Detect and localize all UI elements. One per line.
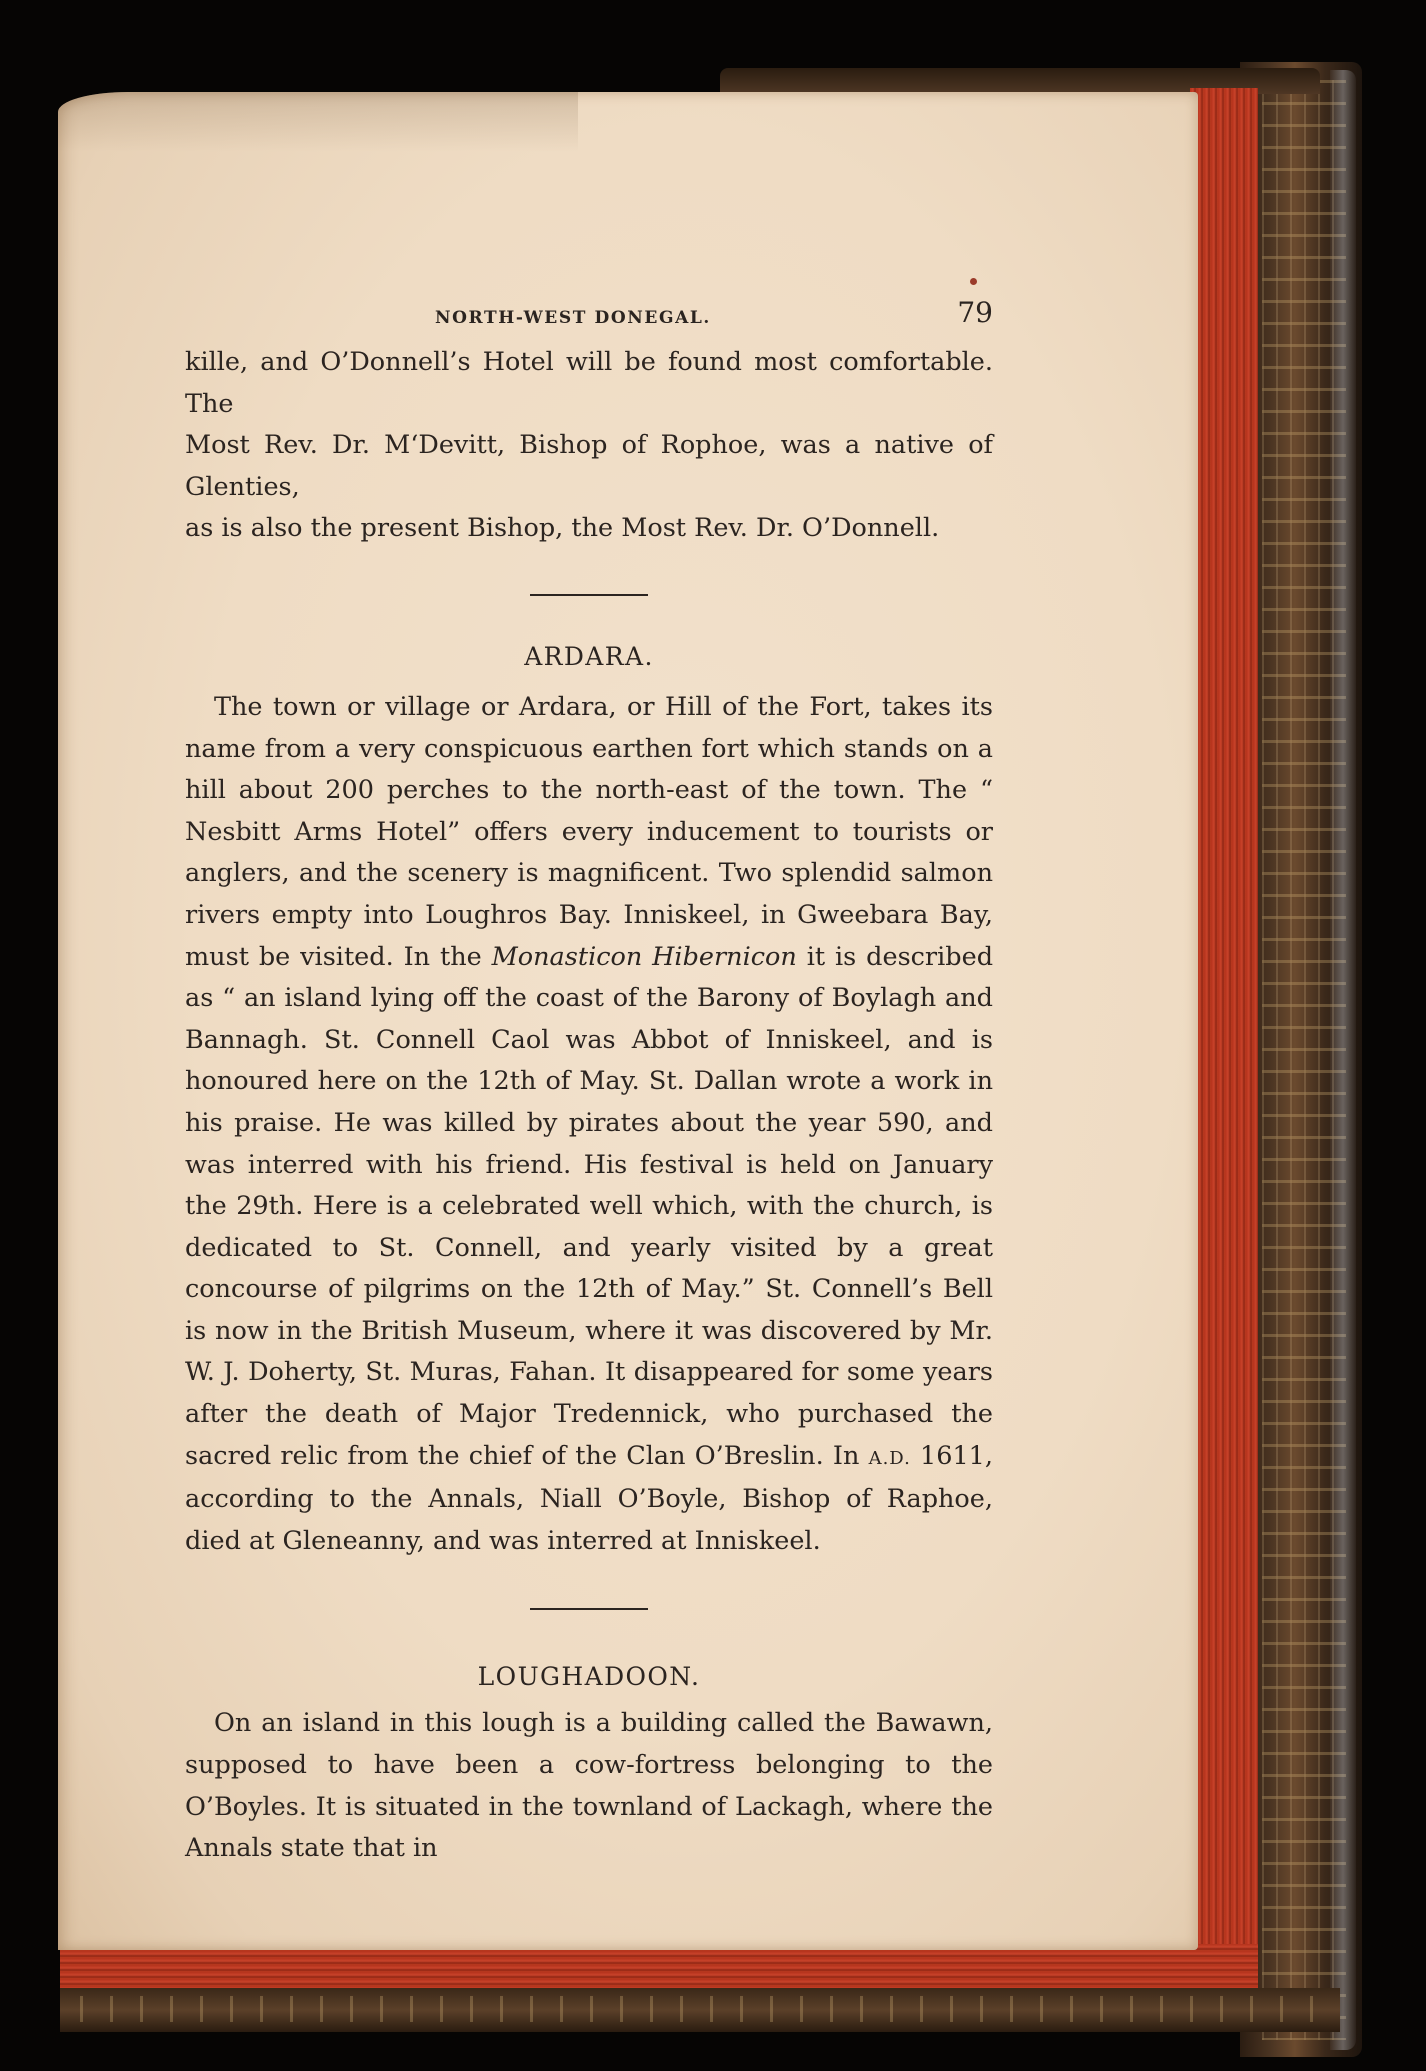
running-head — [185, 292, 993, 336]
loughadoon-paragraph: On an island in this lough is a building called the Bawawn, supposed to have been a cow-fortress belonging to the O’Boyles. It is situated in the townland of Lackagh, where the Annals state that in — [185, 1708, 993, 1864]
text-line: as is also the present Bishop, the Most Rev. Dr. O’Donnell. — [185, 513, 940, 544]
intro-paragraph — [185, 342, 993, 550]
section-divider — [185, 594, 993, 596]
ardara-paragraph — [185, 687, 993, 1562]
text-line: kille, and O’Donnell’s Hotel will be found most comfortable. The — [185, 347, 993, 419]
divider-rule — [530, 1608, 648, 1610]
plastic-sleeve-sheen — [1330, 70, 1356, 2050]
page-number: 79 — [957, 296, 993, 329]
divider-rule — [530, 594, 648, 596]
text-line: Most Rev. Dr. M‘Devitt, Bishop of Rophoe, was a native of Glenties, — [185, 430, 993, 502]
page-curl-shadow — [58, 92, 578, 152]
era-abbreviation: A.D. — [868, 1447, 911, 1469]
ardara-text-2: it is described as “ an island lying off the coast of the Barony of Boylagh and Bannagh. St. Connell Caol was Abbot of Inniskeel, and is honoured here on the 12th of May. St. Dallan wrote a work in his praise. He was killed by pirates about the year 590, and was interred with his friend. His festival is held on January the 29th. Here is a celebrated well which, with the church, is dedicated to St. Connell, and yearly visited by a great concourse of pilgrims on the 12th of May.” St. Connell’s Bell is now in the British Museum, where it was discovered by Mr. W. J. Doherty, St. Muras, Fahan. It disappeared for some years after the death of Major Tredennick, who purchased the sacred relic from the chief of the Clan O’Breslin. In — [185, 941, 994, 1471]
red-page-edges — [1190, 88, 1258, 1988]
red-speck — [970, 278, 977, 285]
section-heading-ardara: ARDARA. — [524, 641, 654, 671]
gilt-cover-pattern-bottom — [80, 1996, 1320, 2022]
red-page-edges-bottom — [60, 1944, 1258, 1988]
section-heading-loughadoon: LOUGHADOON. — [477, 1662, 701, 1692]
italic-title: Monasticon Hibernicon — [491, 941, 797, 972]
section-divider — [185, 1608, 993, 1610]
ardara-text-3: 1611, according to the Annals, Niall O’Boyle, Bishop of Raphoe, died at Gleneanny, and was interred at Inniskeel. — [185, 1440, 994, 1556]
page-text — [185, 292, 993, 1870]
running-head-title: NORTH-WEST DONEGAL. — [435, 308, 711, 328]
ardara-text-1: The town or village or Ardara, or Hill of the Fort, takes its name from a very conspicuous earthen fort which stands on a hill about 200 perches to the north-east of the town. The “ Nesbitt Arms Hotel” offers every inducement to tourists or anglers, and the scenery is magnificent. Two splendid salmon rivers empty into Loughros Bay. Inniskeel, in Gweebara Bay, must be visited. In the — [185, 691, 993, 972]
